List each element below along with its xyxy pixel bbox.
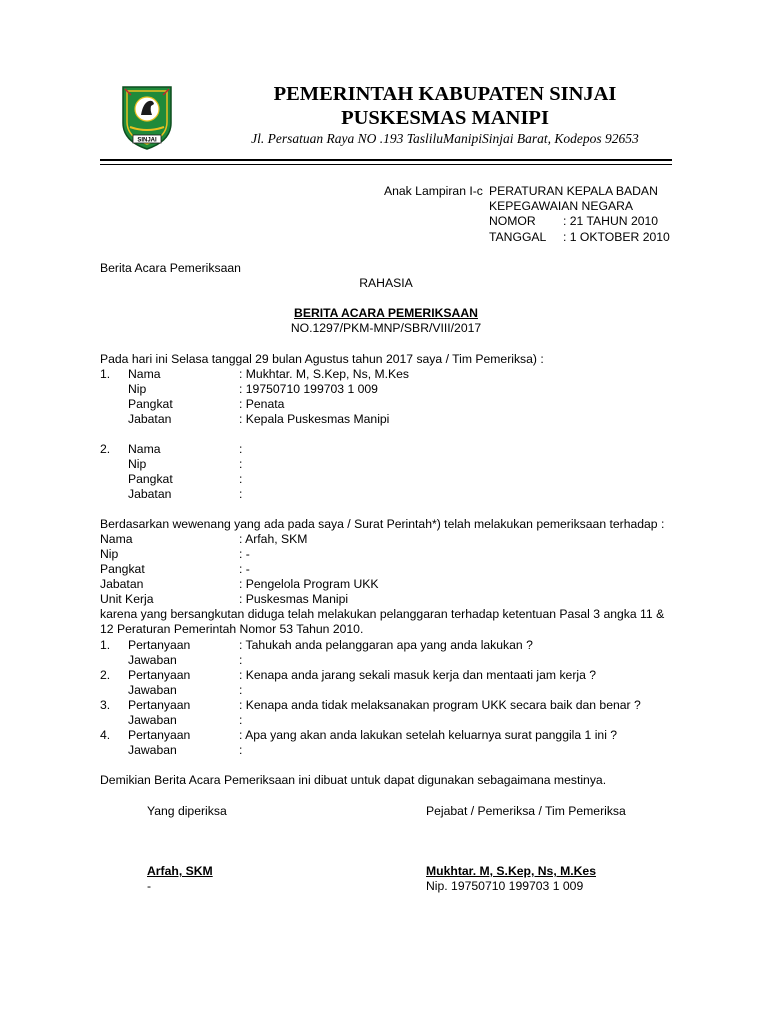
answer-text: : bbox=[239, 713, 243, 727]
answer-text: : bbox=[239, 743, 243, 757]
header-government-title: PEMERINTAH KABUPATEN SINJAI bbox=[273, 83, 617, 105]
header-address: Jl. Persatuan Raya NO .193 TasliluManipiSinjai Barat, Kodepos 92653 bbox=[251, 131, 639, 146]
subject-field-label: Unit Kerja bbox=[100, 592, 154, 606]
question-label: Pertanyaan bbox=[128, 668, 191, 682]
subject-field-value: : Puskesmas Manipi bbox=[239, 592, 349, 606]
examiner-field-value: : Penata bbox=[239, 397, 285, 411]
qa-number: 3. bbox=[100, 698, 111, 712]
qa-number: 4. bbox=[100, 728, 111, 742]
signature-left-name: Arfah, SKM bbox=[147, 864, 213, 878]
intro-paragraph: Pada hari ini Selasa tanggal 29 bulan Agustus tahun 2017 saya / Tim Pemeriksa) : bbox=[100, 352, 544, 366]
answer-label: Jawaban bbox=[128, 683, 177, 697]
examiner-number: 2. bbox=[100, 442, 111, 456]
lampiran-nomor-label: NOMOR bbox=[489, 214, 536, 228]
examiner-field-value: : Mukhtar. M, S.Kep, Ns, M.Kes bbox=[239, 367, 409, 381]
examiner-field-label: Nip bbox=[128, 457, 147, 471]
signature-right-id: Nip. 19750710 199703 1 009 bbox=[426, 879, 584, 893]
qa-number: 1. bbox=[100, 638, 111, 652]
examiner-field-value: : bbox=[239, 472, 243, 486]
subject-field-value: : - bbox=[239, 562, 250, 576]
subject-field-label: Pangkat bbox=[100, 562, 145, 576]
subject-field-value: : Arfah, SKM bbox=[239, 532, 308, 546]
subject-field-label: Nama bbox=[100, 532, 133, 546]
lampiran-title-2: KEPEGAWAIAN NEGARA bbox=[489, 199, 634, 213]
closing-paragraph: Demikian Berita Acara Pemeriksaan ini dibuat untuk dapat digunakan sebagaimana mestinya. bbox=[100, 773, 607, 787]
examiner-field-label: Nip bbox=[128, 382, 147, 396]
answer-label: Jawaban bbox=[128, 743, 177, 757]
question-text: : Apa yang akan anda lakukan setelah keluarnya surat panggila 1 ini ? bbox=[239, 728, 618, 742]
examiner-field-value: : bbox=[239, 487, 243, 501]
classification-label: RAHASIA bbox=[359, 276, 413, 290]
lampiran-tanggal-label: TANGGAL bbox=[489, 230, 547, 244]
subject-field-value: : - bbox=[239, 547, 250, 561]
subject-field-value: : Pengelola Program UKK bbox=[239, 577, 379, 591]
header-divider-thin bbox=[100, 164, 672, 165]
examiner-field-label: Jabatan bbox=[128, 412, 172, 426]
examiner-field-label: Pangkat bbox=[128, 472, 173, 486]
question-text: : Tahukah anda pelanggaran apa yang anda lakukan ? bbox=[239, 638, 533, 652]
qa-number: 2. bbox=[100, 668, 111, 682]
question-text: : Kenapa anda jarang sekali masuk kerja dan mentaati jam kerja ? bbox=[239, 668, 597, 682]
lampiran-nomor-value: : 21 TAHUN 2010 bbox=[563, 214, 659, 228]
sinjai-regency-logo bbox=[117, 83, 177, 151]
question-text: : Kenapa anda tidak melaksanakan program UKK secara baik dan benar ? bbox=[239, 698, 641, 712]
subject-field-label: Nip bbox=[100, 547, 119, 561]
suspicion-line-2: 12 Peraturan Pemerintah Nomor 53 Tahun 2010. bbox=[100, 622, 364, 636]
signature-left-id: - bbox=[147, 879, 152, 893]
examiner-number: 1. bbox=[100, 367, 111, 381]
answer-text: : bbox=[239, 683, 243, 697]
signature-left-role: Yang diperiksa bbox=[147, 804, 227, 818]
question-label: Pertanyaan bbox=[128, 638, 191, 652]
examiner-field-label: Nama bbox=[128, 442, 161, 456]
header-puskesmas-title: PUSKESMAS MANIPI bbox=[341, 107, 549, 129]
signature-right-role: Pejabat / Pemeriksa / Tim Pemeriksa bbox=[426, 804, 626, 818]
lampiran-tanggal-value: : 1 OKTOBER 2010 bbox=[563, 230, 670, 244]
suspicion-line-1: karena yang bersangkutan diduga telah melakukan pelanggaran terhadap ketentuan Pasal 3 angka 11 & bbox=[100, 607, 665, 621]
question-label: Pertanyaan bbox=[128, 698, 191, 712]
lampiran-prefix: Anak Lampiran I-c bbox=[384, 184, 483, 198]
examiner-field-label: Jabatan bbox=[128, 487, 172, 501]
examiner-field-label: Pangkat bbox=[128, 397, 173, 411]
answer-label: Jawaban bbox=[128, 653, 177, 667]
signature-right-name: Mukhtar. M, S.Kep, Ns, M.Kes bbox=[426, 864, 596, 878]
doc-label: Berita Acara Pemeriksaan bbox=[100, 261, 241, 275]
examiner-field-value: : Kepala Puskesmas Manipi bbox=[239, 412, 390, 426]
svg-text:SINJAI: SINJAI bbox=[137, 137, 157, 144]
examiner-field-value: : bbox=[239, 457, 243, 471]
doc-title: BERITA ACARA PEMERIKSAAN bbox=[294, 306, 478, 320]
examiner-field-value: : 19750710 199703 1 009 bbox=[239, 382, 378, 396]
answer-text: : bbox=[239, 653, 243, 667]
subject-field-label: Jabatan bbox=[100, 577, 144, 591]
doc-number: NO.1297/PKM-MNP/SBR/VIII/2017 bbox=[290, 321, 482, 335]
basis-paragraph: Berdasarkan wewenang yang ada pada saya / Surat Perintah*) telah melakukan pemeriksaan terhadap : bbox=[100, 517, 665, 531]
question-label: Pertanyaan bbox=[128, 728, 191, 742]
header-divider-thick bbox=[100, 159, 672, 161]
answer-label: Jawaban bbox=[128, 713, 177, 727]
examiner-field-label: Nama bbox=[128, 367, 161, 381]
examiner-field-value: : bbox=[239, 442, 243, 456]
lampiran-title-1: PERATURAN KEPALA BADAN bbox=[489, 184, 658, 198]
